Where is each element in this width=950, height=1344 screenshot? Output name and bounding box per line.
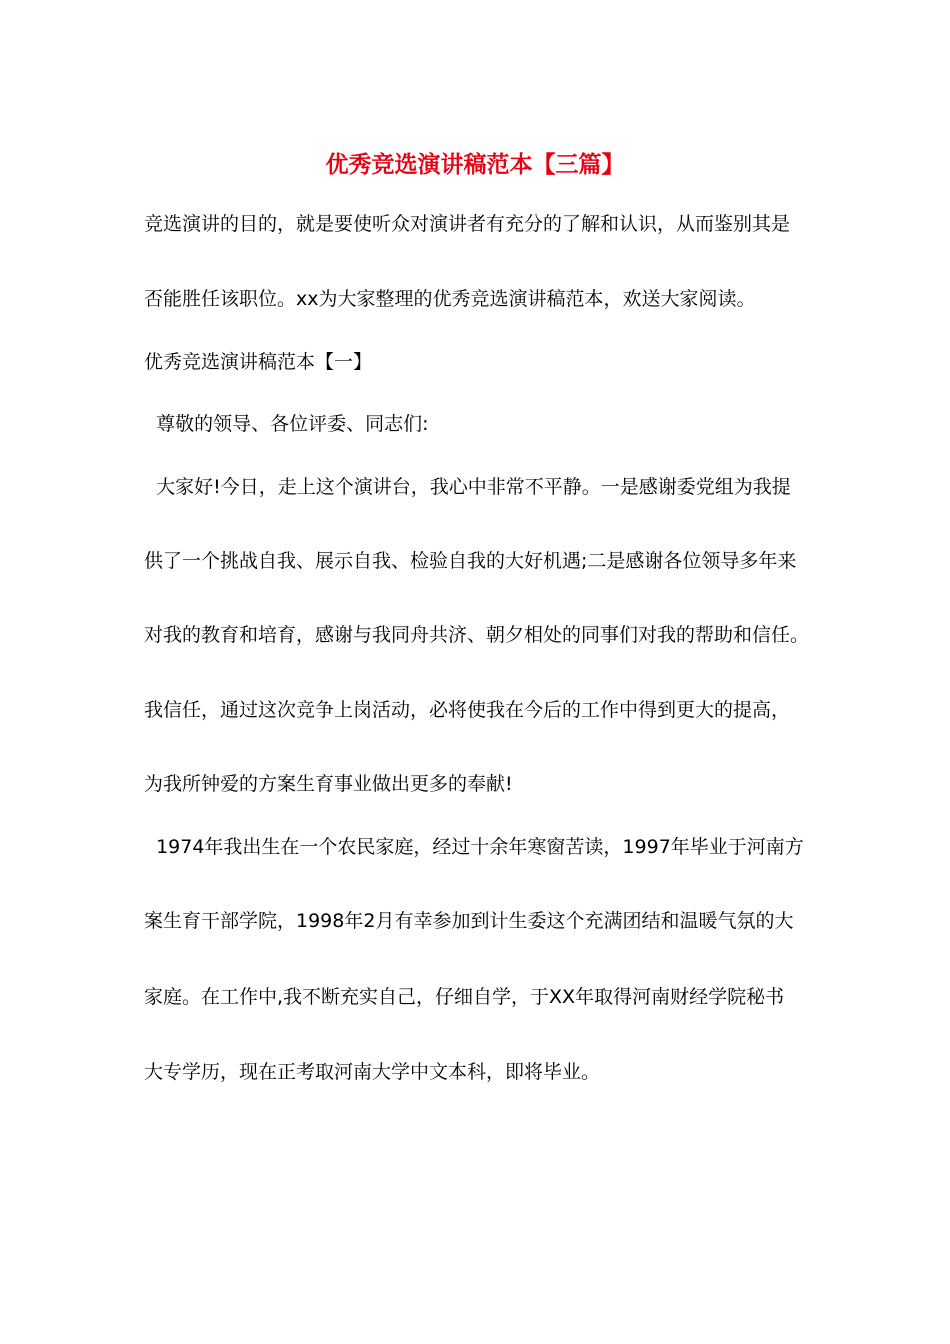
paragraph-line-7: 对我的教育和培育，感谢与我同舟共济、朝夕相处的同事们对我的帮助和信任。 <box>144 624 810 646</box>
paragraph-line-12: 家庭。在工作中,我不断充实自己，仔细自学，于XX年取得河南财经学院秘书 <box>144 986 785 1008</box>
document-title: 优秀竞选演讲稿范本【三篇】 <box>325 151 625 178</box>
paragraph-line-13: 大专学历，现在正考取河南大学中文本科，即将毕业。 <box>144 1061 601 1083</box>
paragraph-line-8: 我信任，通过这次竞争上岗活动，必将使我在今后的工作中得到更大的提高， <box>144 699 791 721</box>
paragraph-line-5: 大家好!今日，走上这个演讲台，我心中非常不平静。一是感谢委党组为我提 <box>144 476 791 498</box>
paragraph-line-2: 否能胜任该职位。xx为大家整理的优秀竞选演讲稿范本，欢送大家阅读。 <box>144 288 756 310</box>
salutation-line: 尊敬的领导、各位评委、同志们: <box>144 413 429 435</box>
paragraph-line-6: 供了一个挑战自我、展示自我、检验自我的大好机遇;二是感谢各位领导多年来 <box>144 550 797 572</box>
paragraph-line-1: 竞选演讲的目的，就是要使听众对演讲者有充分的了解和认识，从而鉴别其是 <box>144 213 791 235</box>
paragraph-line-11: 案生育干部学院，1998年2月有幸参加到计生委这个充满团结和温暖气氛的大 <box>144 910 794 932</box>
paragraph-line-9: 为我所钟爱的方案生育事业做出更多的奉献! <box>144 773 513 795</box>
paragraph-line-10: 1974年我出生在一个农民家庭，经过十余年寒窗苦读，1997年毕业于河南方 <box>144 836 804 858</box>
section-heading: 优秀竞选演讲稿范本【一】 <box>144 351 373 373</box>
